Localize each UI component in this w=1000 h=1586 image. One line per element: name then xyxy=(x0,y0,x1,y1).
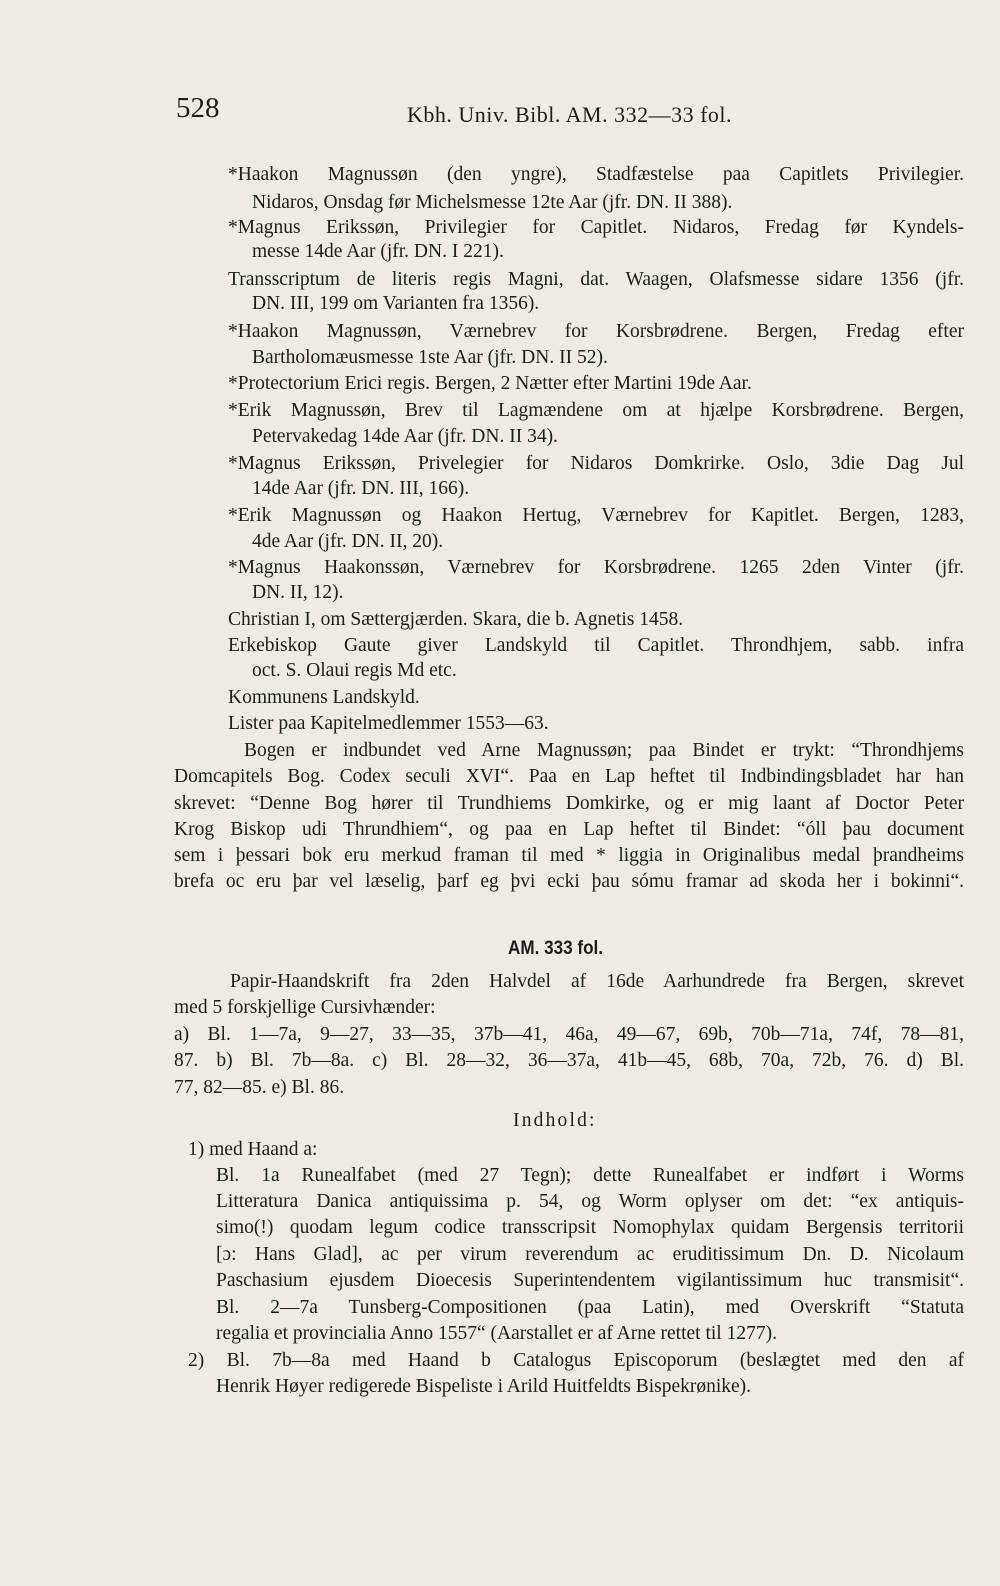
running-title: Kbh. Univ. Bibl. AM. 332—33 fol. xyxy=(407,102,733,127)
entry-line: Christian I, om Sættergjærden. Skara, die b. Agnetis 1458. xyxy=(228,609,684,630)
entry-line: *Protectorium Erici regis. Bergen, 2 Nætter efter Martini 19de Aar. xyxy=(228,373,752,394)
contents-line: regalia et provincialia Anno 1557“ (Aarstallet er af Arne rettet til 1277). xyxy=(216,1323,777,1344)
entry-line: Nidaros, Onsdag før Michelsmesse 12te Aar (jfr. DN. II 388). xyxy=(252,192,733,213)
entry-line: *Erik Magnussøn, Brev til Lagmændene om at hjælpe Korsbrødrene. Bergen, xyxy=(228,400,964,421)
contents-line: Bl. 2—7a Tunsberg-Compositionen (paa Latin), med Overskrift “Statuta xyxy=(216,1297,964,1318)
entry-line: 14de Aar (jfr. DN. III, 166). xyxy=(252,478,470,499)
entry-line: DN. II, 12). xyxy=(252,582,344,603)
entry-line: oct. S. Olaui regis Md etc. xyxy=(252,660,457,681)
entry-line: Erkebiskop Gaute giver Landskyld til Capitlet. Throndhjem, sabb. infra xyxy=(228,635,964,656)
contents-line: simo(!) quodam legum codice transscripsit Nomophylax quidam Bergensis territorii xyxy=(216,1217,964,1238)
contents-line: 2) Bl. 7b—8a med Haand b Catalogus Episcoporum (beslægtet med den af xyxy=(188,1350,964,1371)
contents-line: Henrik Høyer redigerede Bispeliste i Arild Huitfeldts Bispekrønike). xyxy=(216,1376,752,1397)
entry-line: Kommunens Landskyld. xyxy=(228,687,420,708)
entry-line: DN. III, 199 om Varianten fra 1356). xyxy=(252,293,540,314)
entry-line: Bartholomæusmesse 1ste Aar (jfr. DN. II 52). xyxy=(252,347,608,368)
entry-line: 4de Aar (jfr. DN. II, 20). xyxy=(252,531,444,552)
contents-line: Bl. 1a Runealfabet (med 27 Tegn); dette Runealfabet er indført i Worms xyxy=(216,1165,964,1186)
contents-heading: Indhold: xyxy=(513,1110,597,1131)
paragraph-line: Krog Biskop udi Thrundhiem“, og paa en Lap heftet til Bindet: “óll þau document xyxy=(174,819,964,840)
entry-line: *Haakon Magnussøn (den yngre), Stadfæstelse paa Capitlets Privilegier. xyxy=(228,164,964,185)
paragraph-line: skrevet: “Denne Bog hører til Trundhiems Domkirke, og er mig laant af Doctor Peter xyxy=(174,793,964,814)
description-line: 77, 82—85. e) Bl. 86. xyxy=(174,1077,345,1098)
description-line: med 5 forskjellige Cursivhænder: xyxy=(174,997,436,1018)
paragraph-line: sem i þessari bok eru merkud framan til med * liggia in Originalibus medal þrandheims xyxy=(174,845,964,866)
contents-line: 1) med Haand a: xyxy=(188,1139,318,1160)
entry-line: Petervakedag 14de Aar (jfr. DN. II 34). xyxy=(252,426,558,447)
contents-line: [ɔ: Hans Glad], ac per virum reverendum ac eruditissimum Dn. D. Nicolaum xyxy=(216,1244,964,1265)
paragraph-line: Domcapitels Bog. Codex seculi XVI“. Paa en Lap heftet til Indbindingsbladet har han xyxy=(174,766,964,787)
page-number: 528 xyxy=(176,92,220,124)
paragraph-line: Bogen er indbundet ved Arne Magnussøn; paa Bindet er trykt: “Throndhjems xyxy=(244,740,964,761)
entry-line: messe 14de Aar (jfr. DN. I 221). xyxy=(252,241,504,262)
entry-line: *Magnus Erikssøn, Privilegier for Capitlet. Nidaros, Fredag før Kyndels- xyxy=(228,217,964,238)
entry-line: *Haakon Magnussøn, Værnebrev for Korsbrødrene. Bergen, Fredag efter xyxy=(228,321,964,342)
entry-line: Transscriptum de literis regis Magni, dat. Waagen, Olafsmesse sidare 1356 (jfr. xyxy=(228,269,964,290)
entry-line: Lister paa Kapitelmedlemmer 1553—63. xyxy=(228,713,549,734)
description-line: 87. b) Bl. 7b—8a. c) Bl. 28—32, 36—37a, 41b—45, 68b, 70a, 72b, 76. d) Bl. xyxy=(174,1050,964,1071)
description-line: a) Bl. 1—7a, 9—27, 33—35, 37b—41, 46a, 49—67, 69b, 70b—71a, 74f, 78—81, xyxy=(174,1024,964,1045)
entry-line: *Erik Magnussøn og Haakon Hertug, Værnebrev for Kapitlet. Bergen, 1283, xyxy=(228,505,964,526)
section-heading: AM. 333 fol. xyxy=(508,938,604,959)
paragraph-line: brefa oc eru þar vel læselig, þarf eg þvi ecki þau sómu framar ad skoda her i bokinni“. xyxy=(174,871,964,892)
description-line: Papir-Haandskrift fra 2den Halvdel af 16de Aarhundrede fra Bergen, skrevet xyxy=(230,971,964,992)
entry-line: *Magnus Erikssøn, Privelegier for Nidaros Domkrirke. Oslo, 3die Dag Jul xyxy=(228,453,964,474)
contents-line: Litteratura Danica antiquissima p. 54, og Worm oplyser om det: “ex antiquis- xyxy=(216,1191,964,1212)
contents-line: Paschasium ejusdem Dioecesis Superintendentem vigilantissimum huc transmisit“. xyxy=(216,1270,964,1291)
entry-line: *Magnus Haakonssøn, Værnebrev for Korsbrødrene. 1265 2den Vinter (jfr. xyxy=(228,557,964,578)
